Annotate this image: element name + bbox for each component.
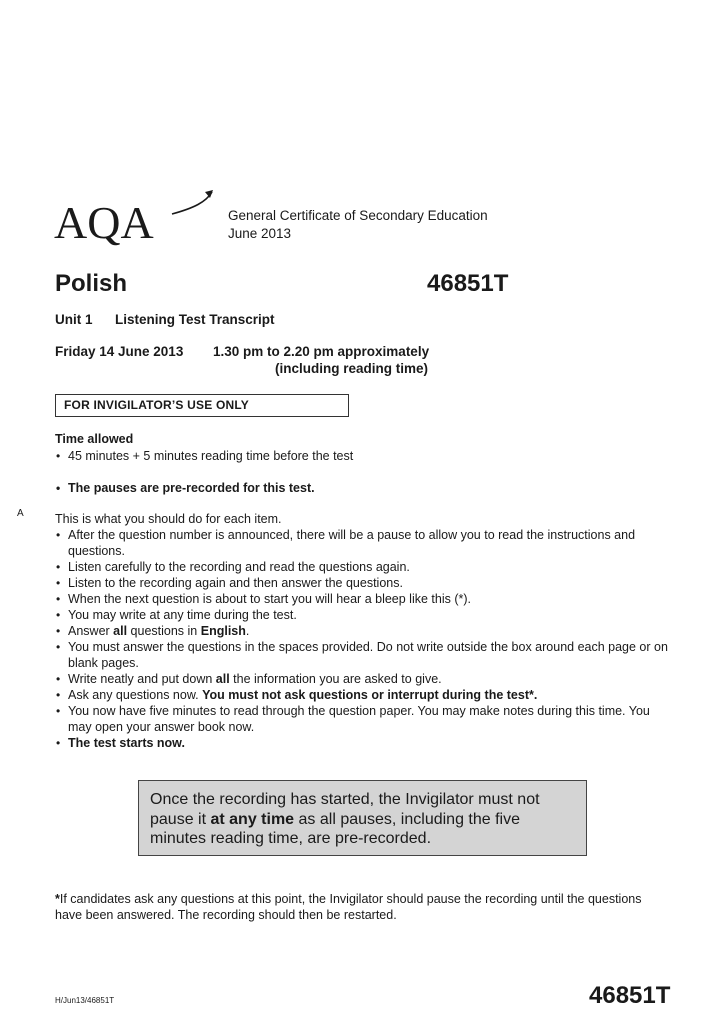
instruction-item: • Listen to the recording again and then answer the questions. xyxy=(55,575,675,591)
subject-title: Polish xyxy=(55,270,128,297)
instruction-item: • You may write at any time during the test. xyxy=(55,607,675,623)
invigilator-box: FOR INVIGILATOR’S USE ONLY xyxy=(55,394,349,417)
pauses-note: • The pauses are pre-recorded for this test. xyxy=(55,480,315,496)
paper-code: 46851T xyxy=(427,270,509,297)
exam-time: 1.30 pm to 2.20 pm approximately xyxy=(213,344,430,359)
instruction-item: • You must answer the questions in the spaces provided. Do not write outside the box around each page or on blank pages. xyxy=(55,639,675,671)
time-allowed-list xyxy=(55,448,353,464)
margin-mark: A xyxy=(17,508,24,519)
reading-time-note: (including reading time) xyxy=(275,361,429,376)
exam-session: June 2013 xyxy=(228,226,292,241)
invigilator-notice: Once the recording has started, the Invigilator must not pause it at any time as all pauses, including the five minutes reading time, are pre-recorded. xyxy=(138,780,587,856)
instruction-item: • Ask any questions now. You must not ask questions or interrupt during the test*. xyxy=(55,687,675,703)
exam-date: Friday 14 June 2013 xyxy=(55,344,184,359)
unit-title: Listening Test Transcript xyxy=(115,312,275,327)
paper-code-footer: 46851T xyxy=(589,982,671,1009)
instruction-item: • Answer all questions in English. xyxy=(55,623,675,639)
unit-line xyxy=(55,312,275,327)
pauses-list xyxy=(55,480,315,496)
schedule-line xyxy=(55,344,429,359)
time-allowed-item: • 45 minutes + 5 minutes reading time before the test xyxy=(55,448,353,464)
instruction-item: • You now have five minutes to read through the question paper. You may make notes during this time. You may open your answer book now. xyxy=(55,703,675,735)
instructions-intro: This is what you should do for each item. xyxy=(55,512,282,526)
qualification xyxy=(228,207,488,243)
time-allowed-heading: Time allowed xyxy=(55,432,134,446)
instruction-item: • Write neatly and put down all the information you are asked to give. xyxy=(55,671,675,687)
instruction-item: • Listen carefully to the recording and read the questions again. xyxy=(55,559,675,575)
qualification-title: General Certificate of Secondary Education xyxy=(228,208,488,223)
instructions-list xyxy=(55,527,675,751)
instruction-item: • When the next question is about to start you will hear a bleep like this (*). xyxy=(55,591,675,607)
instruction-item: • After the question number is announced, there will be a pause to allow you to read the instructions and questions. xyxy=(55,527,675,559)
instruction-item: • The test starts now. xyxy=(55,735,675,751)
aqa-logo-text: AQA xyxy=(54,197,154,248)
aqa-logo xyxy=(54,188,216,254)
footnote: *If candidates ask any questions at this point, the Invigilator should pause the recording until the questions have been answered. The recording should then be restarted. xyxy=(55,892,642,922)
document-reference: H/Jun13/46851T xyxy=(55,996,115,1005)
unit-number: Unit 1 xyxy=(55,312,93,327)
